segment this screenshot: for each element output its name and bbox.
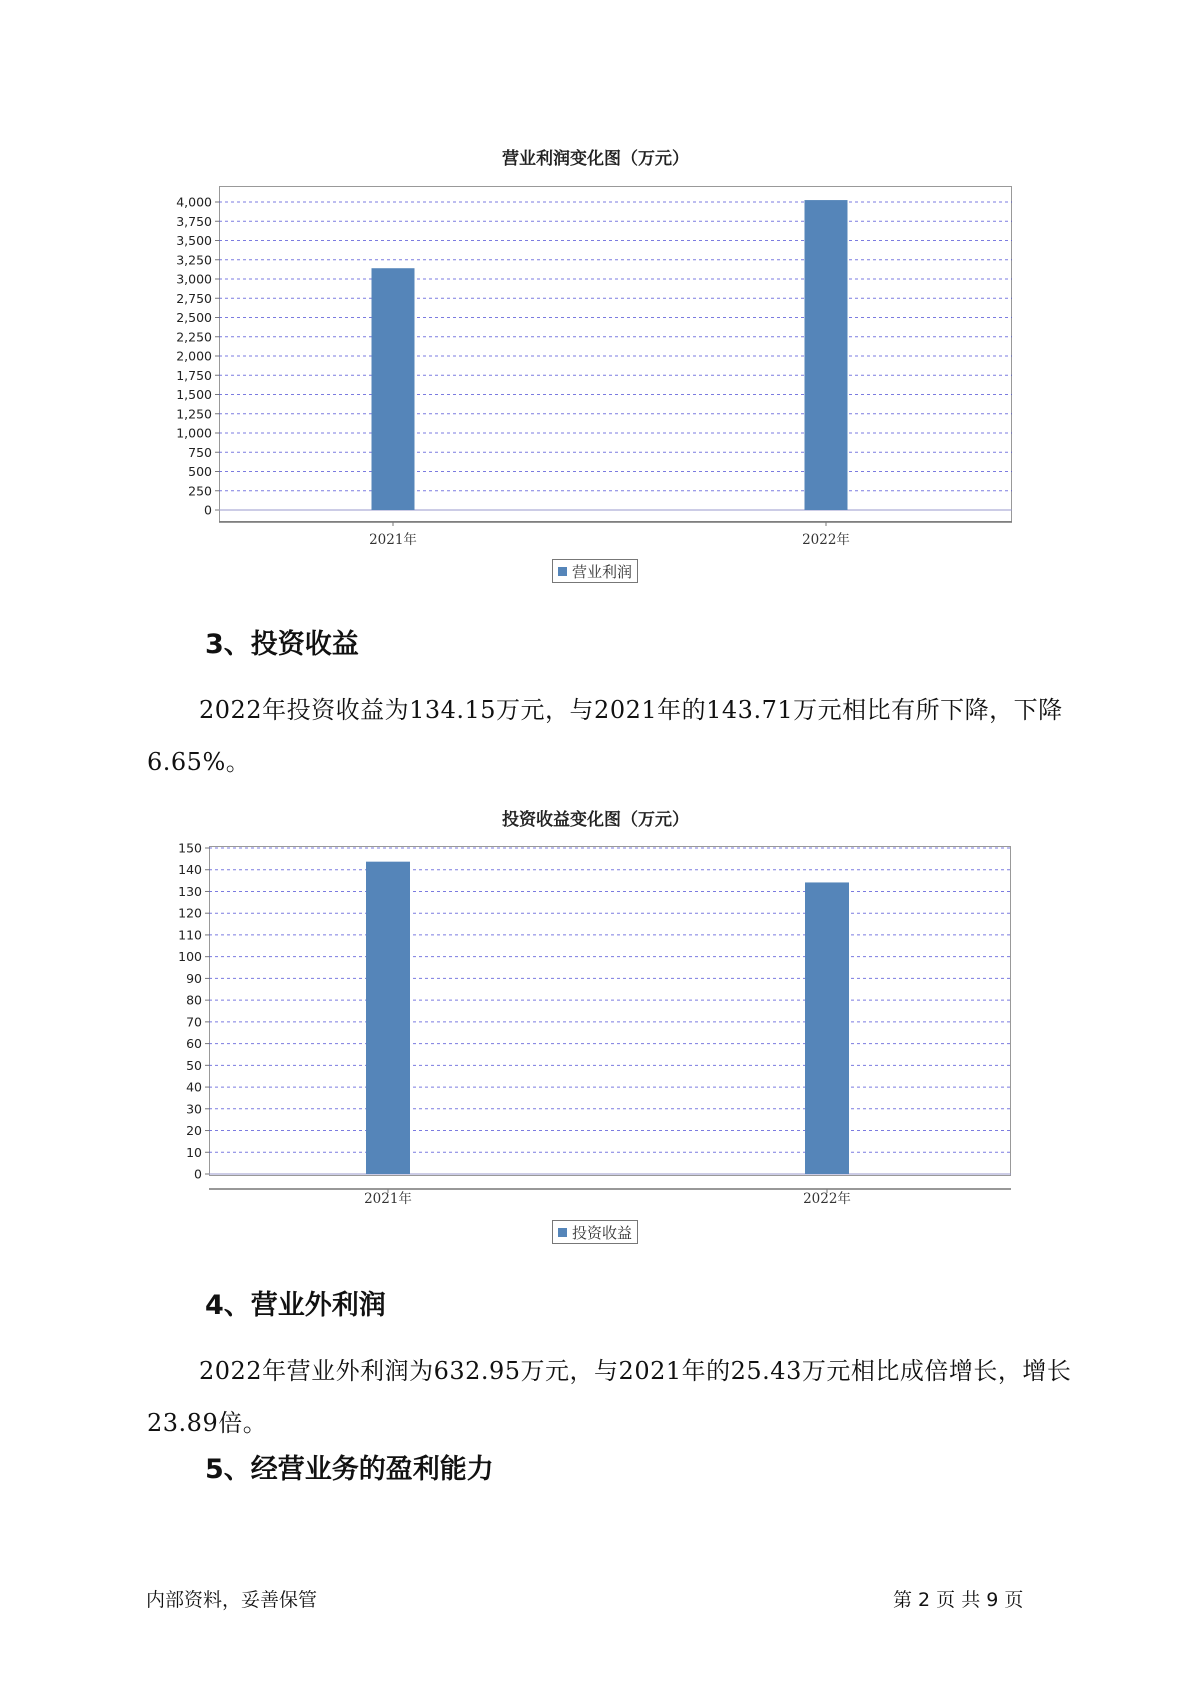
y-tick-label: 70	[186, 1014, 202, 1030]
y-tick-label: 0	[194, 1166, 202, 1182]
y-tick-label: 20	[186, 1123, 202, 1139]
x-tick-label: 2021年	[369, 532, 417, 548]
y-tick-label: 1,750	[176, 367, 212, 383]
section-heading-non-operating-profit: 4、营业外利润	[205, 1290, 386, 1321]
y-tick-label: 750	[188, 444, 212, 460]
bar	[366, 862, 410, 1174]
y-tick-label: 120	[178, 905, 202, 921]
y-tick-label: 2,500	[176, 310, 212, 325]
y-tick-label: 3,000	[176, 271, 212, 287]
y-tick-label: 2,750	[176, 290, 212, 306]
x-tick-label: 2021年	[364, 1191, 412, 1207]
y-tick-label: 4,000	[176, 194, 212, 210]
paragraph-investment-income: 2022年投资收益为134.15万元，与2021年的143.71万元相比有所下降，下降6.65%。	[147, 696, 1063, 776]
legend-label: 营业利润	[572, 562, 633, 581]
y-tick-label: 90	[186, 970, 202, 986]
y-tick-label: 1,500	[176, 387, 212, 402]
section-heading-investment-income: 3、投资收益	[205, 629, 359, 660]
footer-page-number: 第 2 页 共 9 页	[893, 1589, 1024, 1611]
y-tick-label: 140	[178, 862, 202, 878]
bar	[805, 882, 849, 1174]
y-tick-label: 3,750	[176, 213, 212, 229]
y-tick-label: 3,250	[176, 252, 212, 268]
legend-swatch-icon	[558, 1228, 567, 1237]
y-tick-label: 130	[178, 883, 202, 899]
y-tick-label: 1,000	[176, 425, 212, 441]
y-tick-label: 30	[186, 1101, 202, 1117]
chart-title-investment-income: 投资收益变化图（万元）	[502, 810, 689, 830]
y-tick-label: 100	[178, 949, 202, 965]
y-tick-label: 500	[188, 464, 212, 479]
x-tick-label: 2022年	[803, 1191, 851, 1207]
y-tick-label: 60	[186, 1036, 202, 1052]
y-tick-label: 10	[186, 1144, 202, 1160]
y-tick-label: 2,000	[176, 348, 212, 364]
legend-investment-income	[552, 1220, 638, 1244]
footer-confidential-note: 内部资料，妥善保管	[146, 1589, 318, 1611]
y-tick-label: 250	[188, 483, 212, 499]
y-tick-label: 1,250	[176, 406, 212, 422]
legend-label: 投资收益	[572, 1223, 633, 1242]
x-tick-label: 2022年	[802, 532, 850, 548]
paragraph-non-operating-profit: 2022年营业外利润为632.95万元，与2021年的25.43万元相比成倍增长，增长23.89倍。	[147, 1357, 1072, 1437]
y-tick-label: 40	[186, 1079, 202, 1095]
y-tick-label: 2,250	[176, 329, 212, 345]
section-heading-business-profitability: 5、经营业务的盈利能力	[205, 1454, 494, 1485]
chart-title-operating-profit: 营业利润变化图（万元）	[502, 149, 689, 169]
y-tick-label: 150	[178, 840, 202, 856]
y-tick-label: 110	[178, 927, 202, 943]
y-tick-label: 0	[204, 502, 212, 518]
y-tick-label: 3,500	[176, 233, 212, 248]
y-tick-label: 80	[186, 992, 202, 1008]
y-tick-label: 50	[186, 1057, 202, 1073]
